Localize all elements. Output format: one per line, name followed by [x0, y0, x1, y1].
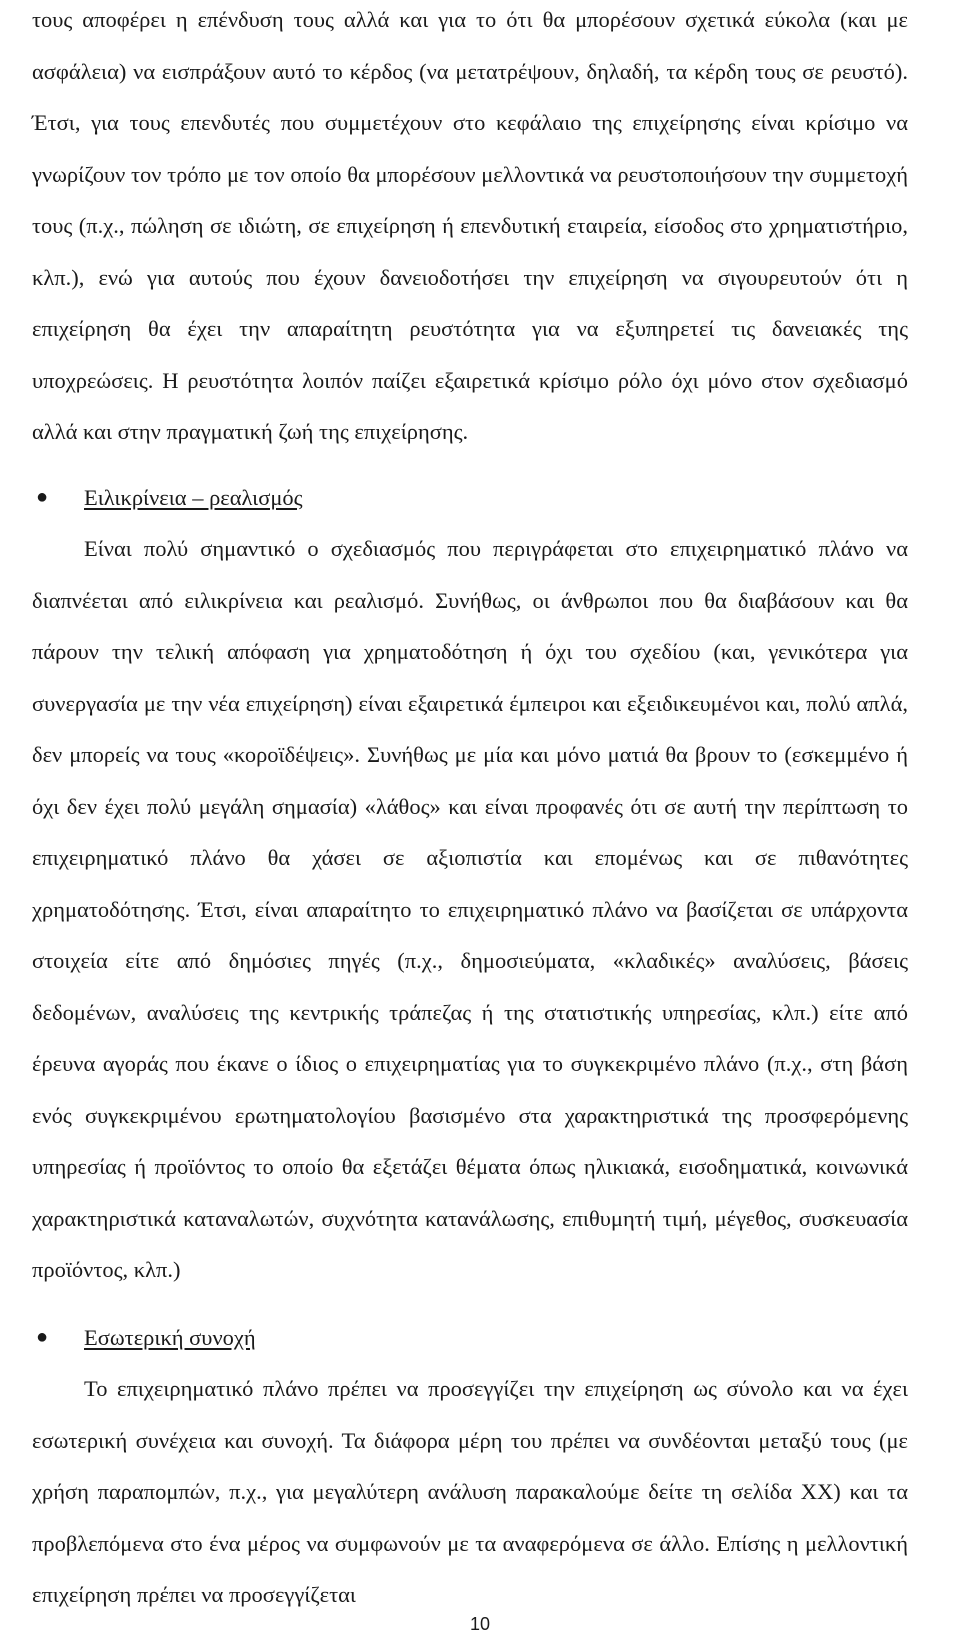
bullet-icon: ●	[36, 485, 49, 508]
section-body-coherence: Το επιχειρηματικό πλάνο πρέπει να προσεγγίζει την επιχείρηση ως σύνολο και να έχει εσωτερική συνέχεια και συνοχή. Τα διάφορα μέρη του πρέπει να συνδέονται μεταξύ τους (με χρήση παραπομπών, π.χ., για μεγαλύτερη ανάλυση παρακαλούμε δείτε τη σελίδα ΧΧ) και τα προβλεπόμενα στο ένα μέρος να συμφωνούν με τα αναφερόμενα σε άλλο. Επίσης η μελλοντική επιχείρηση πρέπει να προσεγγίζεται	[32, 1376, 908, 1607]
section-body-honesty: Είναι πολύ σημαντικό ο σχεδιασμός που περιγράφεται στο επιχειρηματικό πλάνο να διαπνέεται από ειλικρίνεια και ρεαλισμό. Συνήθως, οι άνθρωποι που θα διαβάσουν και θα πάρουν την τελική απόφαση για χρηματοδότηση ή όχι του σχεδίου (και, γενικότερα για συνεργασία με την νέα επιχείρηση) είναι εξαιρετικά έμπειροι και εξειδικευμένοι και, πολύ απλά, δεν μπορείς να τους «κοροϊδέψεις». Συνήθως με μία και μόνο ματιά θα βρουν το (εσκεμμένο ή όχι δεν έχει πολύ μεγάλη σημασία) «λάθος» και είναι προφανές ότι σε αυτή την περίπτωση το επιχειρηματικό πλάνο θα χάσει σε αξιοπιστία και επομένως και σε πιθανότητες χρηματοδότησης. Έτσι, είναι απαραίτητο το επιχειρηματικό πλάνο να βασίζεται σε υπάρχοντα στοιχεία είτε από δημόσιες πηγές (π.χ., δημοσιεύματα, «κλαδικές» αναλύσεις, βάσεις δεδομένων, αναλύσεις της κεντρικής τράπεζας ή της στατιστικής υπηρεσίας, κλπ.) είτε από έρευνα αγοράς που έκανε ο ίδιος ο επιχειρηματίας για το συγκεκριμένο πλάνο (π.χ., στη βάση ενός συγκεκριμένου ερωτηματολογίου βασισμένο στα χαρακτηριστικά της προσφερόμενης υπηρεσίας ή προϊόντος το οποίο θα εξετάζει θέματα όπως ηλικιακά, εισοδηματικά, κοινωνικά χαρακτηριστικά καταναλωτών, συχνότητα κατανάλωσης, επιθυμητή τιμή, μέγεθος, συσκευασία προϊόντος, κλπ.)	[32, 536, 908, 1282]
page-content	[32, 0, 908, 1621]
section-heading-honesty	[32, 472, 908, 524]
bullet-icon: ●	[36, 1325, 49, 1348]
intro-paragraph: τους αποφέρει η επένδυση τους αλλά και για το ότι θα μπορέσουν σχετικά εύκολα (και με ασφάλεια) να εισπράξουν αυτό το κέρδος (να μετατρέψουν, δηλαδή, τα κέρδη τους σε ρευστό). Έτσι, για τους επενδυτές που συμμετέχουν στο κεφάλαιο της επιχείρησης είναι κρίσιμο να γνωρίζουν τον τρόπο με τον οποίο θα μπορέσουν μελλοντικά να ρευστοποιήσουν την συμμετοχή τους (π.χ., πώληση σε ιδιώτη, σε επιχείρηση ή επενδυτική εταιρεία, είσοδος στο χρηματιστήριο, κλπ.), ενώ για αυτούς που έχουν δανειοδοτήσει την επιχείρηση να σιγουρευτούν ότι η επιχείρηση θα έχει την απαραίτητη ρευστότητα για να εξυπηρετεί τις δανειακές της υποχρεώσεις. Η ρευστότητα λοιπόν παίζει εξαιρετικά κρίσιμο ρόλο όχι μόνο στον σχεδιασμό αλλά και στην πραγματική ζωή της επιχείρησης.	[32, 7, 908, 444]
section-title: Εσωτερική συνοχή	[84, 1324, 256, 1350]
page-number: 10	[469, 1614, 491, 1634]
section-heading-coherence	[32, 1312, 908, 1364]
section-title: Ειλικρίνεια – ρεαλισμός	[84, 484, 303, 510]
